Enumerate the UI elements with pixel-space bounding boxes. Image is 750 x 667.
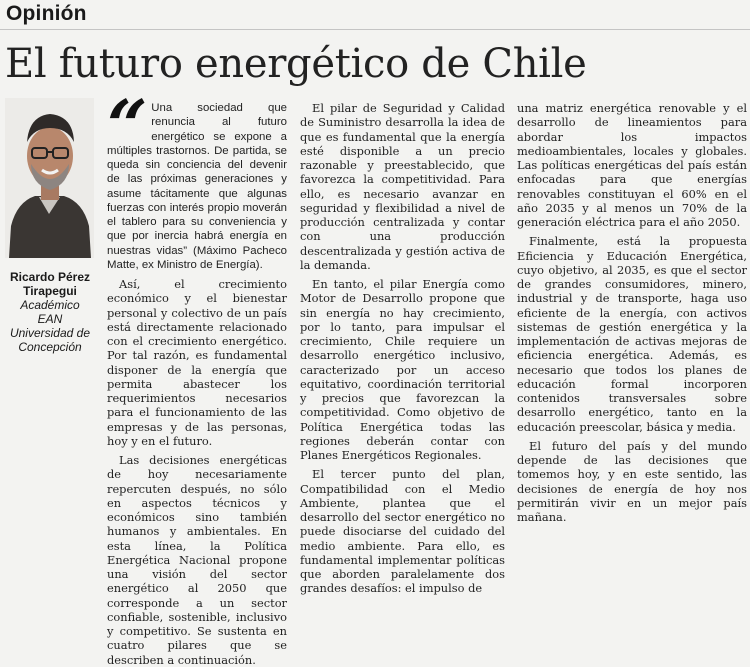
quote-text: Una sociedad que renuncia al futuro energético se expone a múltiples trastornos. De partida, se queda sin conciencia del devenir de las próximas generaciones y asume tácitamente que algunas fuerzas con interés propio moverán el tablero para su conveniencia y que por inercia habrá energía en nuestras vidas” (Máximo Pacheco Matte, ex Ministro de Energía). bbox=[107, 102, 287, 271]
article-column-2 bbox=[300, 101, 505, 596]
paragraph: Así, el crecimiento económico y el bienestar personal y colectivo de un país está directamente relacionado con el crecimiento energético. Por tal razón, es fundamental disponer de la energía que permita abastecer los requerimientos necesarios para el funcionamiento de las empresas y de las personas, hoy y en el futuro. bbox=[107, 277, 287, 448]
paragraph: una matriz energética renovable y el desarrollo de lineamientos para abordar los impactos medioambientales, locales y globales. Las políticas energéticas del país están enfocadas para que energías renovables constituyan el 60% en el año 2035 y al menos un 70% de la generación eléctrica para el año 2050. bbox=[517, 101, 747, 229]
paragraph: Las decisiones energéticas de hoy necesariamente repercuten después, no sólo en aspectos técnicos y económicos sino también humanos y ambientales. En esta línea, la Política Energética Nacional propone una visión del sector energético al 2050 que corresponde a un sector confiable, sostenible, inclusivo y competitivo. Se sustenta en cuatro pilares que se describen a continuación. bbox=[107, 453, 287, 667]
author-role-line: Universidad de bbox=[9, 326, 91, 340]
section-divider bbox=[0, 29, 750, 30]
paragraph: El tercer punto del plan, Compatibilidad con el Medio Ambiente, plantea que el desarrollo del sector energético no puede disociarse del cuidado del medio ambiente. Para ello, es fundamental implementar políticas que aborden paralelamente dos grandes desafíos: el impulso de bbox=[300, 467, 505, 596]
opening-quote bbox=[94, 84, 287, 272]
author-role-line: Académico bbox=[20, 298, 80, 312]
article-column-3 bbox=[517, 101, 747, 524]
paragraph: El futuro del país y del mundo depende de las decisiones que tomemos hoy, y en este sentido, las decisiones de energía de hoy nos permitirán vivir en un mejor país mañana. bbox=[517, 438, 747, 524]
section-label: Opinión bbox=[6, 2, 87, 25]
author-role-line: Concepción bbox=[18, 340, 82, 354]
paragraph: Finalmente, está la propuesta Eficiencia y Educación Energética, cuyo objetivo, al 2035, es que el sector de grandes consumidores, minero, industrial y de transporte, haga uso eficiente de la energía, con activos sistemas de gestión energética y la implementación de activas mejoras de eficiencia energética. Además, es necesario que todos los planes de educación formal incorporen contenidos transversales sobre desarrollo energético, tanto en la educación preescolar, básica y media. bbox=[517, 234, 747, 434]
article-headline: El futuro energético de Chile bbox=[5, 41, 587, 87]
author-byline bbox=[3, 270, 97, 354]
paragraph: El pilar de Seguridad y Calidad de Suministro desarrolla la idea de que es fundamental que la energía esté disponible a un precio razonable y preestablecido, que favorezca la competitividad. Para ello, es necesario avanzar en seguridad y flexibilidad a nivel de producción centralizada y contar con una producción descentralizada y gestión activa de la demanda. bbox=[300, 101, 505, 272]
article-column-1 bbox=[94, 84, 287, 667]
quote-mark-icon: “ bbox=[94, 84, 153, 167]
paragraph: En tanto, el pilar Energía como Motor de Desarrollo propone que sin energía no hay crecimiento, por lo tanto, para impulsar el crecimiento, Chile requiere un desarrollo energético inclusivo, caracterizado por un acceso equitativo, coordinación territorial y precios que favorezcan la competitividad. Como objetivo de Política Energética todas las regiones deberán contar con Planes Energéticos Regionales. bbox=[300, 277, 505, 462]
author-role-line: EAN bbox=[37, 312, 63, 326]
author-photo bbox=[5, 98, 94, 258]
author-name: Ricardo Pérez Tirapegui bbox=[9, 270, 91, 298]
